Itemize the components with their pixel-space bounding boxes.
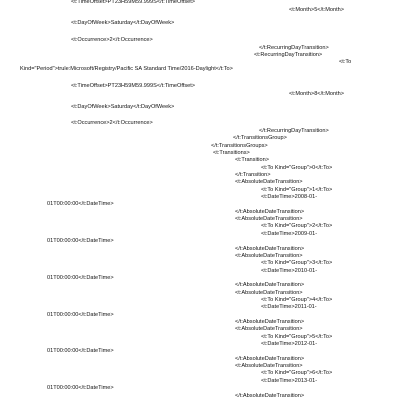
xml-line: 01T00:00:00</t:DateTime> xyxy=(47,275,114,281)
xml-line: <t:DayOfWeek>Saturday</t:DayOfWeek> xyxy=(71,20,175,26)
xml-line: <t:Occurrence>2</t:Occurrence> xyxy=(71,37,153,43)
xml-line: Kind="Period">trule:Microsoft/Registry/Pacific SA Standard Time/2016-Daylight</t:To> xyxy=(20,66,233,72)
xml-line: <t:To Kind="Group">4</t:To> xyxy=(261,297,333,303)
xml-line: <t:DateTime>2008-01- xyxy=(261,194,318,200)
xml-line: <t:Transition> xyxy=(235,157,269,163)
xml-line: </t:RecurringDayTransition> xyxy=(259,128,329,134)
xml-line: 01T00:00:00</t:DateTime> xyxy=(47,348,114,354)
xml-line: <t:DateTime>2011-01- xyxy=(261,304,317,310)
xml-line: <t:To Kind="Group">0</t:To> xyxy=(261,165,333,171)
xml-line: </t:TransitionsGroups> xyxy=(211,143,268,149)
xml-line: 01T00:00:00</t:DateTime> xyxy=(47,238,114,244)
xml-line: <t:RecurringDayTransition> xyxy=(254,52,323,58)
xml-line: <t:DateTime>2012-01- xyxy=(261,341,318,347)
xml-line: <t:AbsoluteDateTransition> xyxy=(235,179,303,185)
xml-line: <t:DayOfWeek>Saturday</t:DayOfWeek> xyxy=(71,104,175,110)
xml-line: 01T00:00:00</t:DateTime> xyxy=(47,201,114,207)
xml-line: 01T00:00:00</t:DateTime> xyxy=(47,312,114,318)
xml-line: <t:To Kind="Group">5</t:To> xyxy=(261,334,333,340)
xml-line: <t:AbsoluteDateTransition> xyxy=(235,290,303,296)
xml-line: <t:TimeOffset>PT23H59M59.999S</t:TimeOffset> xyxy=(71,0,196,5)
xml-line: </t:AbsoluteDateTransition> xyxy=(235,246,305,252)
xml-line: <t:To Kind="Group">2</t:To> xyxy=(261,223,333,229)
xml-line: <t:To xyxy=(339,59,352,65)
xml-line: <t:DateTime>2009-01- xyxy=(261,231,318,237)
xml-line: <t:TimeOffset>PT23H59M59.999S</t:TimeOffset> xyxy=(71,83,196,89)
xml-line: </t:AbsoluteDateTransition> xyxy=(235,319,305,325)
xml-line: <t:To Kind="Group">6</t:To> xyxy=(261,370,333,376)
xml-line: <t:Transitions> xyxy=(213,150,250,156)
xml-line: <t:DateTime>2010-01- xyxy=(261,268,318,274)
xml-line: </t:AbsoluteDateTransition> xyxy=(235,393,305,399)
xml-line: <t:AbsoluteDateTransition> xyxy=(235,363,303,369)
xml-line: <t:DateTime>2013-01- xyxy=(261,378,318,384)
xml-line: </t:RecurringDayTransition> xyxy=(259,45,329,51)
xml-line: <t:AbsoluteDateTransition> xyxy=(235,253,303,259)
xml-line: </t:AbsoluteDateTransition> xyxy=(235,282,305,288)
xml-line: <t:To Kind="Group">1</t:To> xyxy=(261,187,333,193)
xml-line: <t:AbsoluteDateTransition> xyxy=(235,326,303,332)
xml-line: <t:Month>8</t:Month> xyxy=(289,91,345,97)
xml-line: 01T00:00:00</t:DateTime> xyxy=(47,385,114,391)
xml-line: <t:AbsoluteDateTransition> xyxy=(235,216,303,222)
xml-line: </t:Transition> xyxy=(235,172,271,178)
xml-line: <t:To Kind="Group">3</t:To> xyxy=(261,260,333,266)
xml-line: <t:Month>5</t:Month> xyxy=(289,7,345,13)
xml-line: </t:AbsoluteDateTransition> xyxy=(235,209,305,215)
xml-line: </t:AbsoluteDateTransition> xyxy=(235,356,305,362)
xml-line: <t:Occurrence>2</t:Occurrence> xyxy=(71,120,153,126)
xml-line: </t:TransitionsGroup> xyxy=(233,135,287,141)
